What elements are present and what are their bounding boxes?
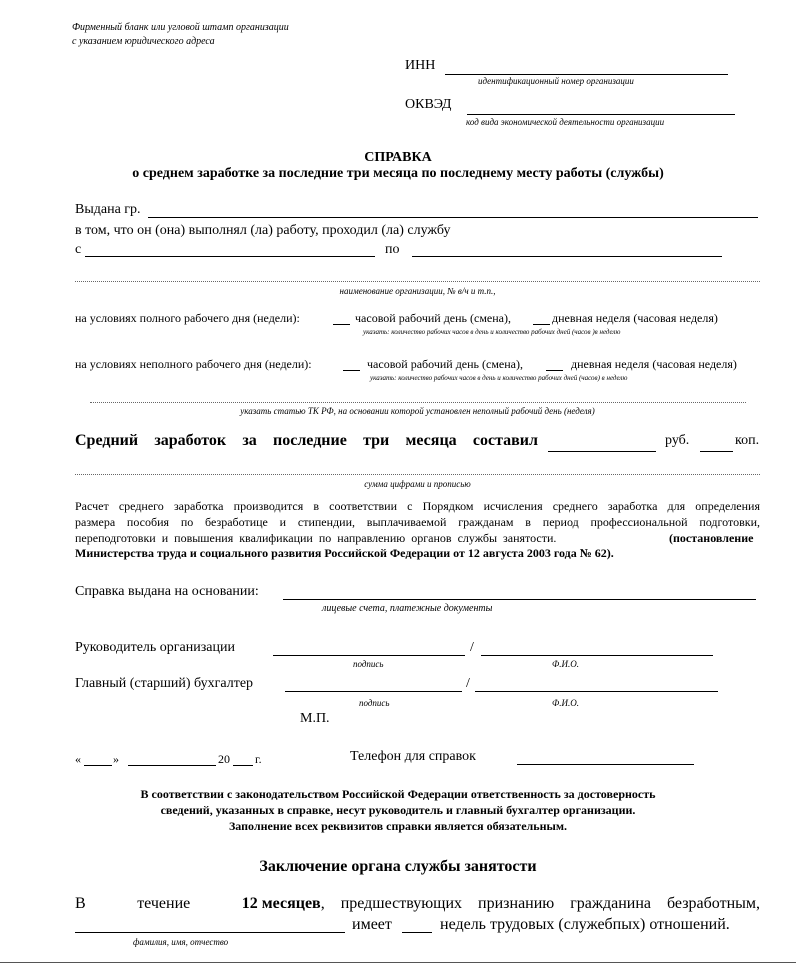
full-days-field[interactable] [533, 324, 550, 325]
salary-words-field[interactable] [75, 474, 760, 475]
inn-field[interactable] [445, 74, 728, 75]
phone-field[interactable] [517, 764, 694, 765]
head-name-field[interactable] [481, 655, 713, 656]
full-week-label: дневная неделя (часовая неделя) [552, 311, 718, 325]
applicant-name-field[interactable] [75, 932, 345, 933]
full-time-label: на условиях полного рабочего дня (недели): [75, 311, 300, 325]
issued-to-field[interactable] [148, 217, 758, 218]
calc-line-1: Расчет среднего заработка производится в соответствии с Порядком исчисления среднего заработка для определения [75, 499, 760, 513]
basis-label: Справка выдана на основании: [75, 584, 259, 599]
letterhead-line-2: с указанием юридического адреса [72, 36, 215, 47]
to-label: по [385, 242, 400, 257]
salary-rub-field[interactable] [548, 451, 656, 452]
conclusion-word-2: течение [137, 895, 191, 912]
calc-line-3-bold: (постановление [669, 531, 754, 545]
notice-line-2: сведений, указанных в справке, несут руководитель и главный бухгалтер организации. [160, 803, 636, 817]
issued-to-label: Выдана гр. [75, 202, 141, 217]
part-time-label: на условиях неполного рабочего дня (недели): [75, 357, 312, 371]
rub-label: руб. [665, 433, 690, 448]
letterhead-line-1: Фирменный бланк или угловой штамп организации [72, 22, 289, 33]
head-label: Руководитель организации [75, 640, 235, 655]
from-label: с [75, 242, 82, 257]
salary-hint: сумма цифрами и прописью [364, 479, 471, 489]
article-field[interactable] [90, 402, 746, 403]
salary-kop-field[interactable] [700, 451, 733, 452]
inn-hint: идентификационный номер организации [478, 76, 634, 86]
accountant-signature-field[interactable] [285, 691, 462, 692]
part-week-label: дневная неделя (часовая неделя) [571, 357, 737, 371]
document-subtitle: о среднем заработке за последние три месяца по последнему месту работы (службы) [132, 166, 664, 181]
okved-label: ОКВЭД [405, 97, 452, 112]
year-field[interactable] [233, 765, 253, 766]
calc-line-2: размера пособия по безработице и стипендии, выплачиваемой гражданам в период профессиональной подготовки, [75, 515, 760, 529]
notice-line-3: Заполнение всех реквизитов справки является обязательным. [228, 819, 568, 833]
stamp-placeholder: М.П. [300, 711, 330, 726]
conclusion-word-1: В [75, 895, 86, 912]
full-hours-field[interactable] [333, 324, 350, 325]
from-date-field[interactable] [85, 256, 375, 257]
month-field[interactable] [128, 765, 216, 766]
full-time-hint: указать: количество рабочих часов в день и количество рабочих дней (часов )в неделю [363, 328, 621, 336]
quote-close: » [113, 752, 119, 766]
applicant-name-hint: фамилия, имя, отчество [133, 937, 229, 947]
weeks-label: недель трудовых (служебпых) отношений. [440, 916, 730, 933]
accountant-fio-hint: Ф.И.О. [552, 698, 579, 708]
inn-label: ИНН [405, 58, 436, 73]
weeks-count-field[interactable] [402, 932, 432, 933]
conclusion-line-1 [75, 895, 760, 913]
part-days-field[interactable] [546, 370, 563, 371]
article-hint: указать статью ТК РФ, на основании которой установлен неполный рабочий день (неделя) [240, 406, 595, 416]
head-fio-hint: Ф.И.О. [552, 659, 579, 669]
part-hours-field[interactable] [343, 370, 360, 371]
has-label: имеет [352, 916, 392, 933]
calc-line-3: переподготовки и повышения квалификации по направлению органов службы занятости. [75, 531, 557, 545]
head-sign-hint: подпись [353, 659, 384, 669]
organization-hint: наименование организации, № в/ч и т.п., [339, 286, 496, 296]
basis-field[interactable] [283, 599, 756, 600]
worked-text: в том, что он (она) выполнял (ла) работу, проходил (ла) службу [75, 223, 451, 238]
full-hours-label: часовой рабочий день (смена), [355, 311, 512, 325]
kop-label: коп. [735, 433, 760, 448]
calc-line-4: Министерства труда и социального развития Российской Федерации от 12 августа 2003 года № 62). [75, 546, 614, 560]
page-bottom-border [0, 962, 796, 963]
head-slash: / [470, 640, 474, 655]
head-signature-field[interactable] [273, 655, 465, 656]
notice-line-1: В соответствии с законодательством Российской Федерации ответственность за достоверность [140, 787, 656, 801]
part-time-hint: указать: количество рабочих часов в день и количество рабочих дней (часов) в неделю [370, 374, 628, 382]
conclusion-title: Заключение органа службы занятости [259, 858, 537, 875]
conclusion-rest: , предшествующих признанию гражданина безработным, [320, 895, 760, 912]
accountant-name-field[interactable] [475, 691, 718, 692]
phone-label: Телефон для справок [350, 749, 476, 764]
day-field[interactable] [84, 765, 112, 766]
part-hours-label: часовой рабочий день (смена), [367, 357, 524, 371]
average-salary-label: Средний заработок за последние три месяца составил [75, 432, 538, 449]
accountant-slash: / [466, 676, 470, 691]
year-suffix: г. [255, 752, 262, 766]
accountant-sign-hint: подпись [359, 698, 390, 708]
year-prefix: 20 [218, 752, 230, 766]
okved-hint: код вида экономической деятельности организации [466, 117, 665, 127]
okved-field[interactable] [467, 114, 735, 115]
quote-open: « [75, 752, 81, 766]
conclusion-months: 12 месяцев [241, 895, 321, 912]
to-date-field[interactable] [412, 256, 722, 257]
organization-field[interactable] [75, 281, 760, 282]
basis-hint: лицевые счета, платежные документы [322, 603, 493, 614]
document-title: СПРАВКА [364, 150, 432, 165]
accountant-label: Главный (старший) бухгалтер [75, 676, 254, 691]
